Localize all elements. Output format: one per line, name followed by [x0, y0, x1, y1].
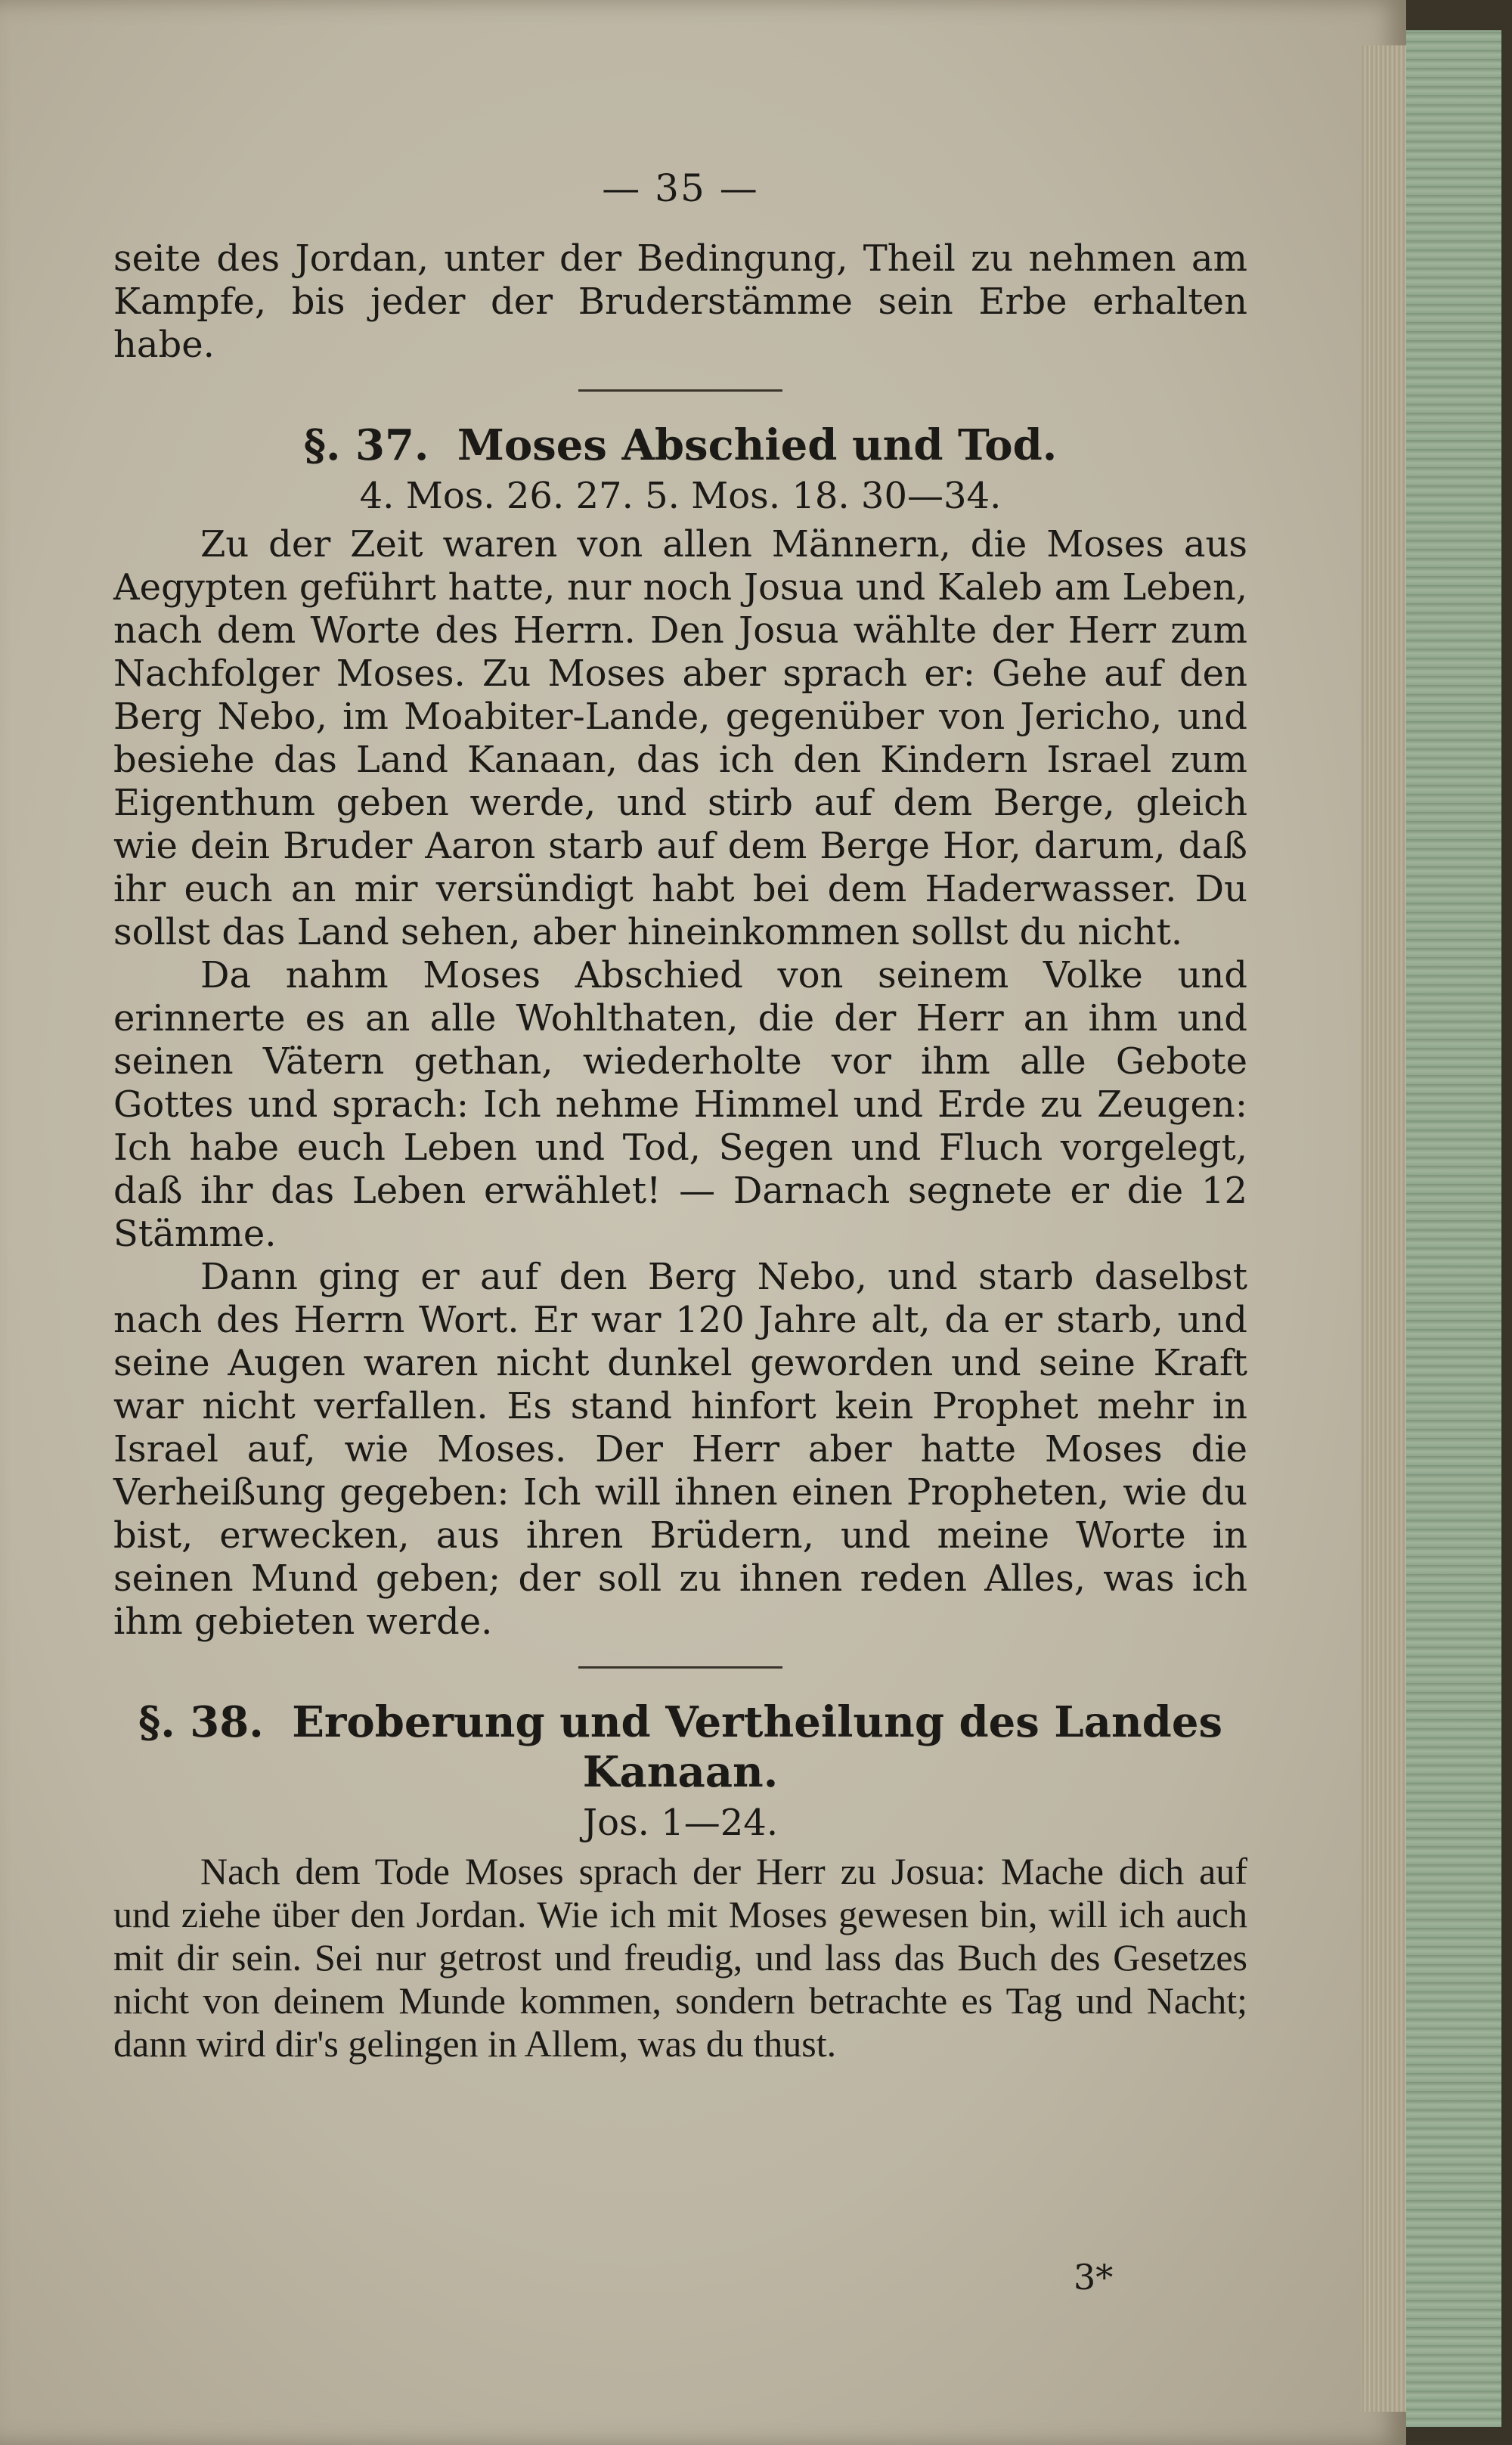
section-heading [113, 1697, 1247, 1797]
section-heading [113, 420, 1247, 470]
section-paragraph: Dann ging er auf den Berg Nebo, und starb daselbst nach des Herrn Wort. Er war 120 Jahre alt, da er starb, und seine Augen waren nicht dunkel geworden und seine Kraft war nicht verfallen. Es stand hinfort kein Prophet mehr in Israel auf, wie Moses. Der Herr aber hatte Moses die Verheißung gegeben: Ich will ihnen einen Propheten, wie du bist, erwecken, aus ihren Brüdern, und meine Worte in seinen Mund geben; der soll zu ihnen reden Alles, was ich ihm gebieten werde. [113, 1256, 1247, 1643]
section-paragraph: Zu der Zeit waren von allen Männern, die Moses aus Aegypten geführt hatte, nur noch Josua und Kaleb am Leben, nach dem Worte des Herrn. Den Josua wählte der Herr zum Nachfolger Moses. Zu Moses aber sprach er: Gehe auf den Berg Nebo, im Moabiter-Lande, gegenüber von Jericho, und besiehe das Land Kanaan, das ich den Kindern Israel zum Eigenthum geben werde, und stirb auf dem Berge, gleich wie dein Bruder Aaron starb auf dem Berge Hor, darum, daß ihr euch an mir versündigt habt bei dem Haderwasser. Du sollst das Land sehen, aber hineinkommen sollst du nicht. [113, 523, 1247, 953]
section-title: Moses Abschied und Tod. [457, 420, 1058, 470]
section-title: Eroberung und Vertheilung des Landes Kanaan. [292, 1697, 1222, 1797]
page-text-block [113, 166, 1247, 2065]
intro-paragraph: seite des Jordan, unter der Bedingung, Theil zu nehmen am Kampfe, bis jeder der Bruderstämme sein Erbe erhalten habe. [113, 237, 1247, 366]
section-paragraph: Nach dem Tode Moses sprach der Herr zu Josua: Mache dich auf und ziehe über den Jordan. Wie ich mit Moses gewesen bin, will ich auch mit dir sein. Sei nur getrost und freudig, und lass das Buch des Gesetzes nicht von deinem Munde kommen, sondern betrachte es Tag und Nacht; dann wird dir's gelingen in Allem, was du thust. [113, 1850, 1247, 2065]
section-divider [578, 1666, 782, 1669]
page-number: — 35 — [602, 166, 759, 210]
section-number: §. 37. [303, 420, 429, 470]
section-38 [113, 1697, 1247, 2065]
signature-mark: 3* [1074, 2257, 1114, 2298]
section-37 [113, 420, 1247, 1644]
section-divider [578, 389, 782, 392]
section-paragraph: Da nahm Moses Abschied von seinem Volke und erinnerte es an alle Wohlthaten, die der Herr an ihm und seinen Vätern gethan, wiederholte vor ihm alle Gebote Gottes und sprach: Ich nehme Himmel und Erde zu Zeugen: Ich habe euch Leben und Tod, Segen und Fluch vorgelegt, daß ihr das Leben erwählet! — Darnach segnete er die 12 Stämme. [113, 954, 1247, 1255]
section-number: §. 38. [138, 1697, 264, 1747]
section-reference: Jos. 1—24. [582, 1802, 779, 1844]
section-reference: 4. Mos. 26. 27. 5. Mos. 18. 30—34. [359, 475, 1002, 517]
page-edges [1361, 45, 1406, 2412]
